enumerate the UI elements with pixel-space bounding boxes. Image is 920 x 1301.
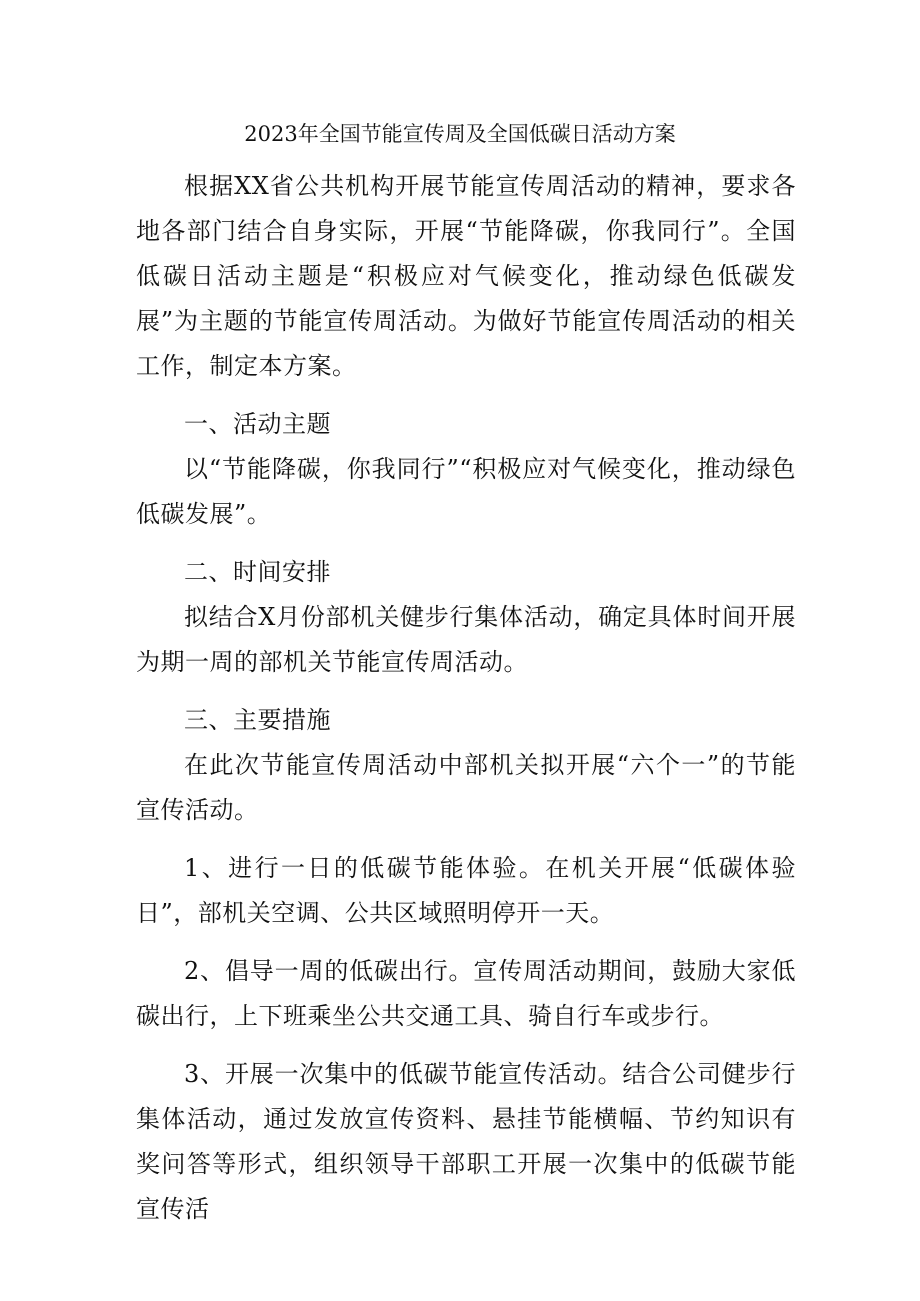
measure-item-2: 2、倡导一周的低碳出行。宣传周活动期间，鼓励大家低碳出行，上下班乘坐公共交通工具、骑自行车或步行。 xyxy=(136,957,796,1030)
section-schedule-text: 拟结合X月份部机关健步行集体活动，确定具体时间开展为期一周的部机关节能宣传周活动。 xyxy=(136,603,796,676)
intro-paragraph: 根据XX省公共机构开展节能宣传周活动的精神，要求各地各部门结合自身实际，开展“节能降碳，你我同行”。全国低碳日活动主题是“积极应对气候变化，推动绿色低碳发展”为主题的节能宣传周活动。为做好节能宣传周活动的相关工作，制定本方案。 xyxy=(136,172,796,380)
document-title: 2023年全国节能宣传周及全国低碳日活动方案 xyxy=(244,122,676,146)
section-heading-theme: 一、活动主题 xyxy=(184,410,331,438)
section-heading-measures: 三、主要措施 xyxy=(184,706,331,734)
section-theme-text: 以“节能降碳，你我同行”“积极应对气候变化，推动绿色低碳发展”。 xyxy=(136,455,796,528)
section-measures-text: 在此次节能宣传周活动中部机关拟开展“六个一”的节能宣传活动。 xyxy=(136,751,796,824)
measure-item-3: 3、开展一次集中的低碳节能宣传活动。结合公司健步行集体活动，通过发放宣传资料、悬挂节能横幅、节约知识有奖问答等形式，组织领导干部职工开展一次集中的低碳节能宣传活 xyxy=(136,1060,796,1223)
document-body xyxy=(136,164,796,1232)
measure-item-1: 1、进行一日的低碳节能体验。在机关开展“低碳体验日”，部机关空调、公共区域照明停开一天。 xyxy=(136,854,796,927)
section-heading-schedule: 二、时间安排 xyxy=(184,558,331,586)
